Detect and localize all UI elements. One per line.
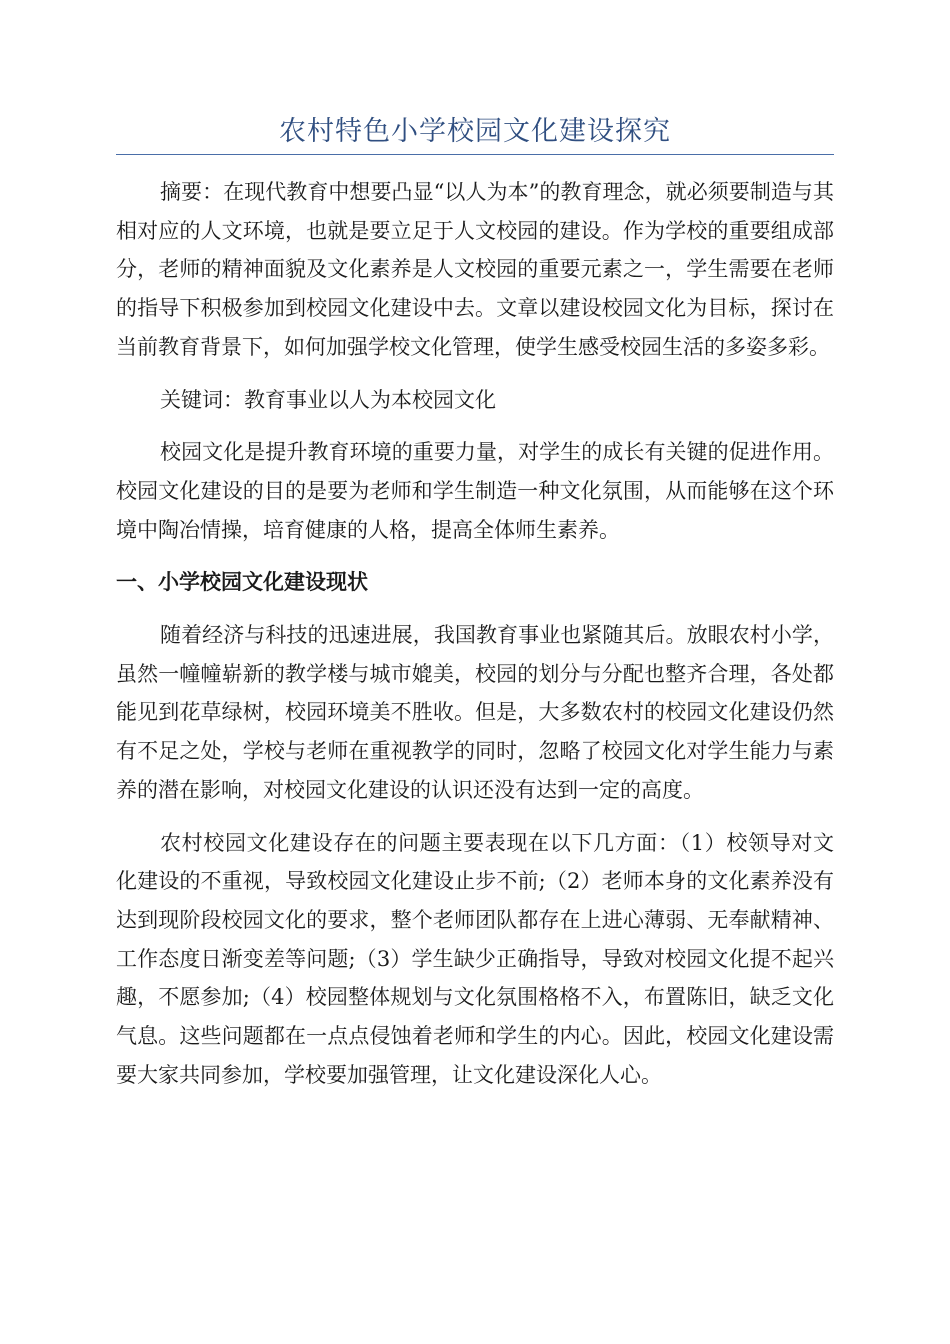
document-title: 农村特色小学校园文化建设探究: [279, 116, 671, 147]
title-underline: [116, 154, 834, 155]
abstract-paragraph: 摘要：在现代教育中想要凸显“以人为本”的教育理念，就必须要制造与其相对应的人文环境，也就是要立足于人文校园的建设。作为学校的重要组成部分，老师的精神面貌及文化素养是人文校园的重要元素之一，学生需要在老师的指导下积极参加到校园文化建设中去。文章以建设校园文化为目标，探讨在当前教育背景下，如何加强学校文化管理，使学生感受校园生活的多姿多彩。: [116, 180, 834, 359]
intro-paragraph: 校园文化是提升教育环境的重要力量，对学生的成长有关键的促进作用。校园文化建设的目的是要为老师和学生制造一种文化氛围，从而能够在这个环境中陶冶情操，培育健康的人格，提高全体师生素养。: [116, 440, 834, 542]
body-paragraph: 随着经济与科技的迅速进展，我国教育事业也紧随其后。放眼农村小学，虽然一幢幢崭新的教学楼与城市媲美，校园的划分与分配也整齐合理，各处都能见到花草绿树，校园环境美不胜收。但是，大多数农村的校园文化建设仍然有不足之处，学校与老师在重视教学的同时，忽略了校园文化对学生能力与素养的潜在影响，对校园文化建设的认识还没有达到一定的高度。: [116, 623, 834, 802]
body-paragraph: 农村校园文化建设存在的问题主要表现在以下几方面：（1）校领导对文化建设的不重视，导致校园文化建设止步不前;（2）老师本身的文化素养没有达到现阶段校园文化的要求，整个老师团队都存在上进心薄弱、无奉献精神、工作态度日渐变差等问题;（3）学生缺少正确指导，导致对校园文化提不起兴趣，不愿参加;（4）校园整体规划与文化氛围格格不入，布置陈旧，缺乏文化气息。这些问题都在一点点侵蚀着老师和学生的内心。因此，校园文化建设需要大家共同参加，学校要加强管理，让文化建设深化人心。: [116, 830, 834, 1087]
keywords-line: 关键词：教育事业以人为本校园文化: [160, 387, 496, 412]
section-heading: 一、小学校园文化建设现状: [116, 570, 368, 595]
document-page: [116, 112, 834, 1094]
